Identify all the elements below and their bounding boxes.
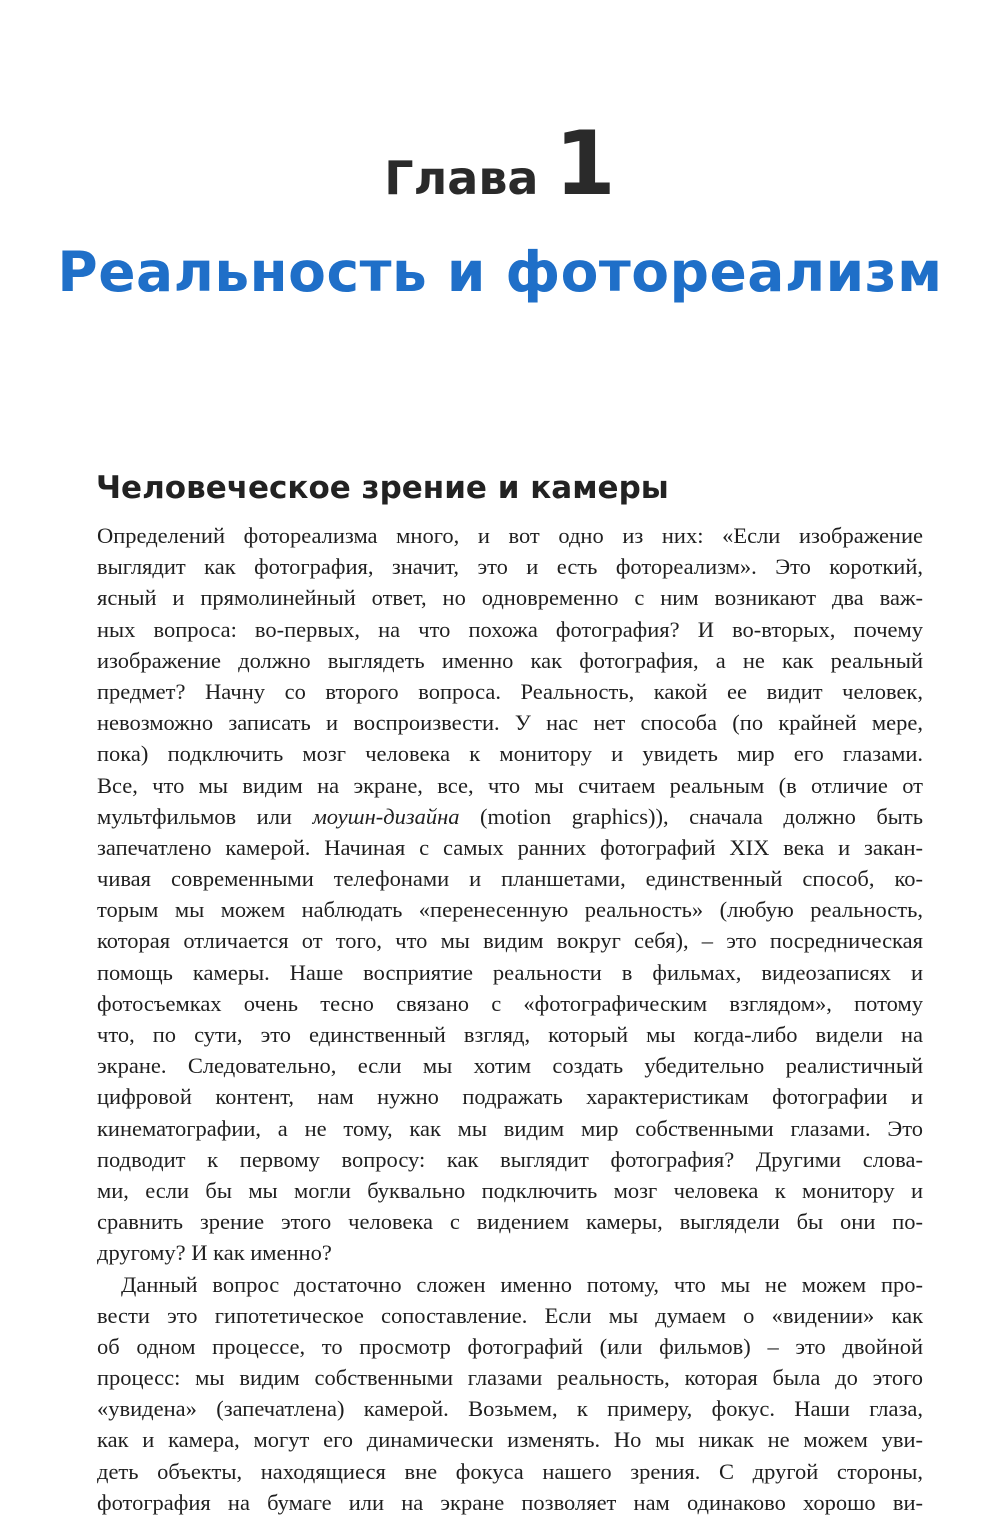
text-line: выглядит как фотография, значит, это и есть фотореализм». Это короткий, [97, 551, 923, 582]
text-line: экране. Следовательно, если мы хотим создать убедительно реалистичный [97, 1050, 923, 1081]
text-line: деть объекты, находящиеся вне фокуса нашего зрения. С другой стороны, [97, 1456, 923, 1487]
text-line: ных вопроса: во-первых, на что похожа фотография? И во-вторых, почему [97, 614, 923, 645]
text-line-with-italic [97, 801, 923, 832]
section-heading: Человеческое зрение и камеры [96, 470, 669, 506]
text-line: чивая современными телефонами и планшетами, единственный способ, ко- [97, 863, 923, 894]
text-line: Все, что мы видим на экране, все, что мы считаем реальным (в отличие от [97, 770, 923, 801]
text-line: изображение должно выглядеть именно как фотография, а не как реальный [97, 645, 923, 676]
text-line: фотосъемках очень тесно связано с «фотографическим взглядом», потому [97, 988, 923, 1019]
text-line: торым мы можем наблюдать «перенесенную реальность» (любую реальность, [97, 894, 923, 925]
text-line: подводит к первому вопросу: как выглядит фотография? Другими слова- [97, 1144, 923, 1175]
text-line: «увидена» (запечатлена) камерой. Возьмем, к примеру, фокус. Наши глаза, [97, 1393, 923, 1424]
text-line: ясный и прямолинейный ответ, но одновременно с ним возникают два важ- [97, 582, 923, 613]
text-line: которая отличается от того, что мы видим вокруг себя), – это посредническая [97, 925, 923, 956]
text-line: вести это гипотетическое сопоставление. Если мы думаем о «видении» как [97, 1300, 923, 1331]
text-span: (motion graphics)), сначала должно быть [460, 804, 923, 829]
text-line: фотография на бумаге или на экране позволяет нам одинаково хорошо ви- [97, 1487, 923, 1518]
chapter-word: Глава [384, 151, 538, 205]
chapter-title: Реальность и фотореализм [0, 240, 1000, 304]
text-line: невозможно записать и воспроизвести. У нас нет способа (по крайней мере, [97, 707, 923, 738]
chapter-label [0, 112, 1000, 215]
text-line: процесс: мы видим собственными глазами реальность, которая была до этого [97, 1362, 923, 1393]
text-line: запечатлено камерой. Начиная с самых ранних фотографий XIX века и закан- [97, 832, 923, 863]
text-line: Данный вопрос достаточно сложен именно потому, что мы не можем про- [97, 1269, 923, 1300]
body-text [97, 520, 923, 1518]
paragraph-1 [97, 520, 923, 1269]
text-line: пока) подключить мозг человека к монитору и увидеть мир его глазами. [97, 738, 923, 769]
text-line: цифровой контент, нам нужно подражать характеристикам фотографии и [97, 1081, 923, 1112]
text-line: ми, если бы мы могли буквально подключить мозг человека к монитору и [97, 1175, 923, 1206]
chapter-number: 1 [554, 112, 615, 215]
italic-term: моушн-дизайна [312, 804, 459, 829]
text-line: помощь камеры. Наше восприятие реальности в фильмах, видеозаписях и [97, 957, 923, 988]
text-line: предмет? Начну со второго вопроса. Реальность, какой ее видит человек, [97, 676, 923, 707]
text-line: сравнить зрение этого человека с видением камеры, выглядели бы они по- [97, 1206, 923, 1237]
paragraph-2 [97, 1269, 923, 1518]
text-line: Определений фотореализма много, и вот одно из них: «Если изображение [97, 520, 923, 551]
text-line: кинематографии, а не тому, как мы видим мир собственными глазами. Это [97, 1113, 923, 1144]
text-line: как и камера, могут его динамически изменять. Но мы никак не можем уви- [97, 1424, 923, 1455]
text-span: мультфильмов или [97, 804, 312, 829]
text-line: об одном процессе, то просмотр фотографий (или фильмов) – это двойной [97, 1331, 923, 1362]
text-line: другому? И как именно? [97, 1237, 923, 1268]
text-line: что, по сути, это единственный взгляд, который мы когда-либо видели на [97, 1019, 923, 1050]
